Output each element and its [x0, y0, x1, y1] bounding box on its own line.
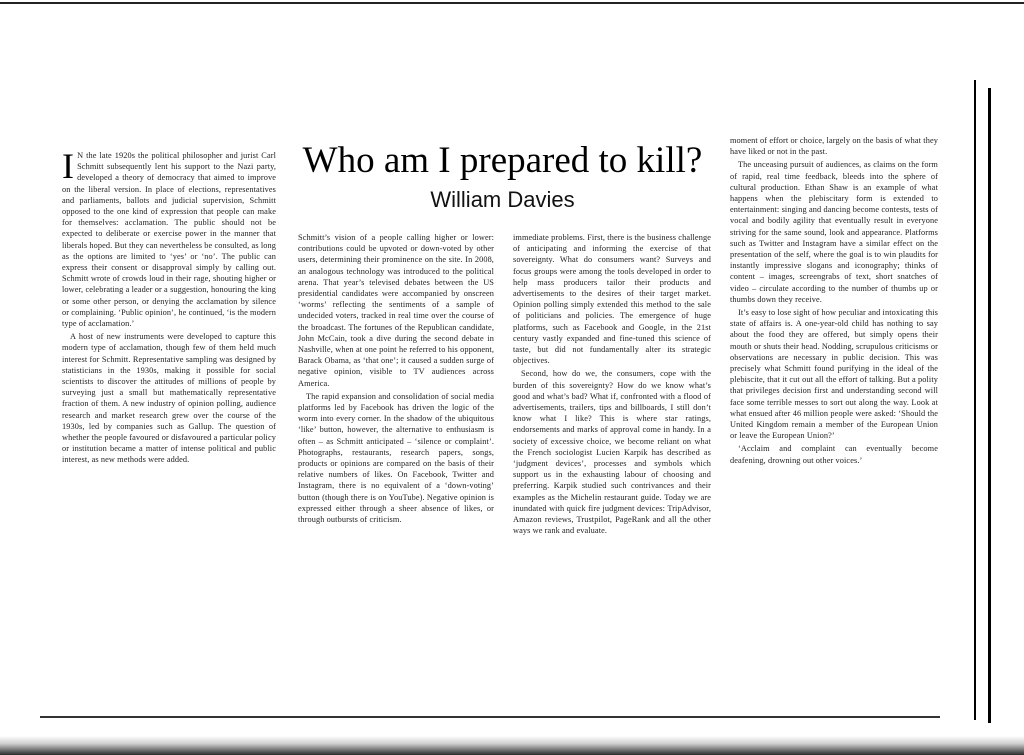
article-author: William Davies [430, 187, 575, 212]
article-column-3 [513, 232, 711, 712]
column-4-paragraph-2: The unceasing pursuit of audiences, as claims on the form of rapid, real time feedback, bleeds into the sphere of cultural production. Ethan Shaw is an example of what happens when the plebiscitary form is extended to entertainment: singing and dancing become contests, tests of vocal and bodily agility that eventually result in everyone striving for the same sound, look and appearance. Platforms such as Twitter and Instagram have a similar effect on the presentation of the self, where the goal is to win plaudits for instantly impressive slogans and iconography; thinks of content – images, screengrabs of text, short snatches of video – circulate according to the number of thumbs up or thumbs down they receive. [730, 160, 938, 304]
drop-cap: I [62, 150, 75, 186]
column-2-paragraph-1: Schmitt’s vision of a people calling higher or lower: contributions could be upvoted or down-voted by other users, determining their prominence on the site. In 2008, an analogous technology was introduced to the political arena. That year’s televised debates between the US presidential candidates were accompanied by onscreen ‘worms’ reflecting the sentiments of a sample of undecided voters, tracked in real time over the course of the broadcast. The fortunes of the Republican candidate, John McCain, took a dive during the second debate in Nashville, when at one point he referred to his opponent, Barack Obama, as ‘that one’; it caused a sudden surge of negative opinion, visible to TV audiences across America. [298, 233, 494, 388]
column-1-paragraph-1 [62, 150, 276, 329]
column-4-paragraph-3: It’s easy to lose sight of how peculiar and intoxicating this state of affairs is. A one-year-old child has nothing to say about the food they are offered, but simply opens their mouth or shuts their head. Nodding, scrupulous criticisms or observations are necessary in public decision. This was precisely what Schmitt found purifying in the ideal of the plebiscite, that it cut out all the effort of talking. But a polity that privileges decision first and understanding second will face some terrible messes to sort out along the way. Look at what ensued after 46 million people were asked: ‘Should the United Kingdom remain a member of the European Union or leave the European Union?’ [730, 308, 938, 441]
page-edge-line [974, 80, 976, 720]
column-4-paragraph-4: ‘Acclaim and complaint can eventually become deafening, drowning out other voices.’ [730, 444, 938, 465]
column-3-paragraph-2: Second, how do we, the consumers, cope with the burden of this sovereignty? How do we know what’s good and what’s bad? What if, confronted with a flood of advertisements, trailers, tips and billboards, I still don’t know what I like? This is where star ratings, endorsements and marks of approval come in handy. In a society of excessive choice, we become reliant on what the French sociologist Lucien Karpik has described as ‘judgment devices’, processes and symbols which support us in the exhausting labour of choosing and preferring. Karpik studied such contrivances and their examples as the Michelin restaurant guide. Today we are inundated with quick fire judgment devices: TripAdvisor, Amazon reviews, Trustpilot, PageRank and all the other ways we rank and evaluate. [513, 369, 711, 536]
article-column-2 [298, 232, 494, 712]
article-column-4 [730, 135, 938, 707]
top-edge-rule [0, 2, 1024, 4]
column-2-paragraph-2: The rapid expansion and consolidation of social media platforms led by Facebook has driven the logic of the worm into every corner. In the shadow of the ubiquitous ‘like’ button, however, the alternative to enthusiasm is often – as Schmitt anticipated – ‘silence or complaint’. Photographs, restaurants, research papers, songs, products or opinions are compared on the basis of their relative numbers of likes. On Facebook, Twitter and Instagram, there is no equivalent of a ‘down-voting’ button (though there is on YouTube). Negative opinion is expressed either through a sheer absence of likes, or through outbursts of criticism. [298, 391, 494, 525]
column-3-paragraph-1: immediate problems. First, there is the business challenge of anticipating and informing the exercise of that sovereignty. What do consumers want? Surveys and focus groups were among the tools developed in order to help mass producers tailor their products and advertisements to the desires of their target market. Opinion polling simply extended this method to the sale of politicians and policies. The emergence of huge platforms, such as Facebook and Google, in the 21st century vastly expanded and fine-tuned this science of taste, but did not fundamentally alter its strategic objectives. [513, 233, 711, 366]
article-title: Who am I prepared to kill? [302, 140, 703, 181]
column-4-paragraph-1: moment of effort or choice, largely on the basis of what they have liked or not in the past. [730, 136, 938, 157]
scan-bottom-shadow [0, 736, 1024, 755]
article-column-1 [62, 150, 276, 712]
page-edge-line-outer [988, 88, 991, 723]
paragraph-text: N the late 1920s the political philosopher and jurist Carl Schmitt subsequently lent his support to the Nazi party, developed a theory of democracy that aimed to improve on the liberal version. In place of elections, representatives and parliaments, ballots and judicial supervision, Schmitt opposed to the one kind of expression that people can make for themselves: acclamation. The public should not be expected to deliberate or exercise power in the manner that liberals hoped. But they can nevertheless be consulted, as long as the options are limited to ‘yes’ or ‘no’. The public can express their consent or disapproval simply by calling out. Schmitt wrote of crowds loud in their rage, shouting higher or lower, celebrating a leader or a suggestion, honouring the king or some other person, or denying the acclamation by silence or complaining. ‘Public opinion’, he continued, ‘is the modern type of acclamation.’ [62, 151, 276, 329]
column-1-paragraph-2: A host of new instruments were developed to capture this modern type of acclamation, though few of them held much interest for Schmitt. Representative sampling was designed by statisticians in the 1930s, making it possible for social scientists to discover the attitudes of millions of people by surveying just a small but mathematically representative fraction of them. A new industry of opinion polling, audience research and market research grew over the course of the 1930s, led by companies such as Gallup. The question of whether the people favoured or disfavoured a particular policy or institution became a matter of intense political and public interest, as new methods were added. [62, 332, 276, 465]
bottom-page-rule [40, 716, 940, 718]
